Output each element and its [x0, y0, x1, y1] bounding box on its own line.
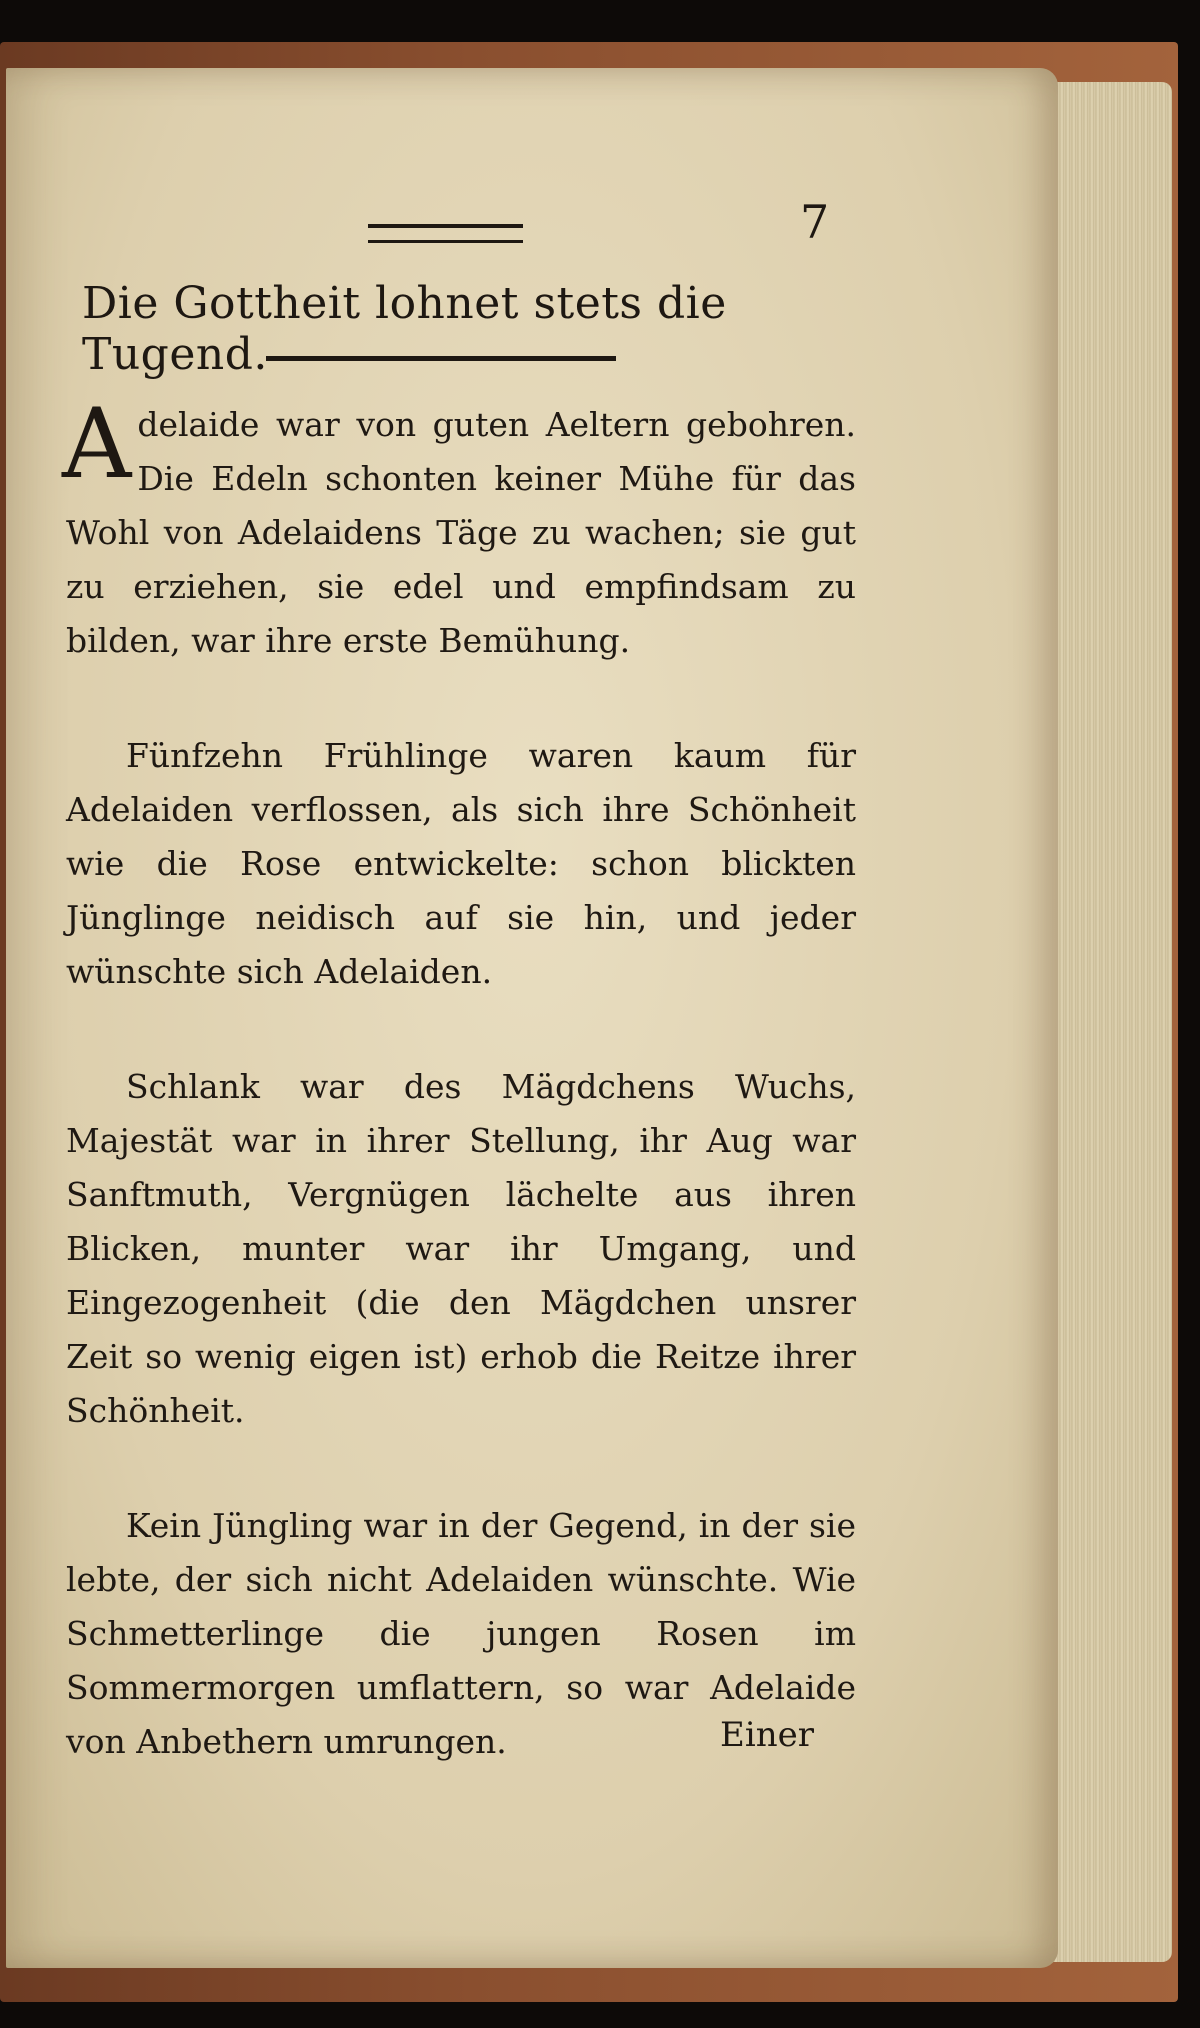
paragraph-3: Schlank war des Mägdchens Wuchs, Majestät war in ihrer Stellung, ihr Aug war Sanftmuth, Vergnügen lächelte aus ihren Blicken, munter war ihr Umgang, und Eingezogenheit (die den Mägdchen unsrer Zeit so wenig eigen ist) erhob die Reitze ihrer Schönheit.: [66, 1067, 856, 1430]
paragraph-1: [62, 388, 856, 668]
title-rule: [266, 356, 616, 361]
chapter-title: Die Gottheit lohnet stets die Tugend.: [82, 278, 727, 380]
paragraph-2: Fünfzehn Frühlinge waren kaum für Adelaiden verflossen, als sich ihre Schönheit wie die Rose entwickelte: schon blickten Jünglinge neidisch auf sie hin, und jeder wünschte sich Adelaiden.: [66, 736, 856, 991]
header-rule: [368, 224, 523, 243]
catchword: Einer: [720, 1715, 814, 1755]
paragraph-1-text: delaide war von guten Aeltern gebohren. Die Edeln schonten keiner Mühe für das Wohl von Adelaidens Täge zu wachen; sie gut zu erziehen, sie edel und empfindsam zu bilden, war ihre erste Bemühung.: [66, 405, 856, 660]
drop-cap: A: [62, 388, 132, 500]
page-edges: [1040, 82, 1172, 1962]
paragraph-4: Kein Jüngling war in der Gegend, in der sie lebte, der sich nicht Adelaiden wünschte. Wie Schmetterlinge die jungen Rosen im Sommermorgen umflattern, so war Adelaide von Anbethern umrungen.: [66, 1506, 856, 1761]
body-text: [62, 388, 856, 1830]
page-number: 7: [800, 195, 830, 249]
